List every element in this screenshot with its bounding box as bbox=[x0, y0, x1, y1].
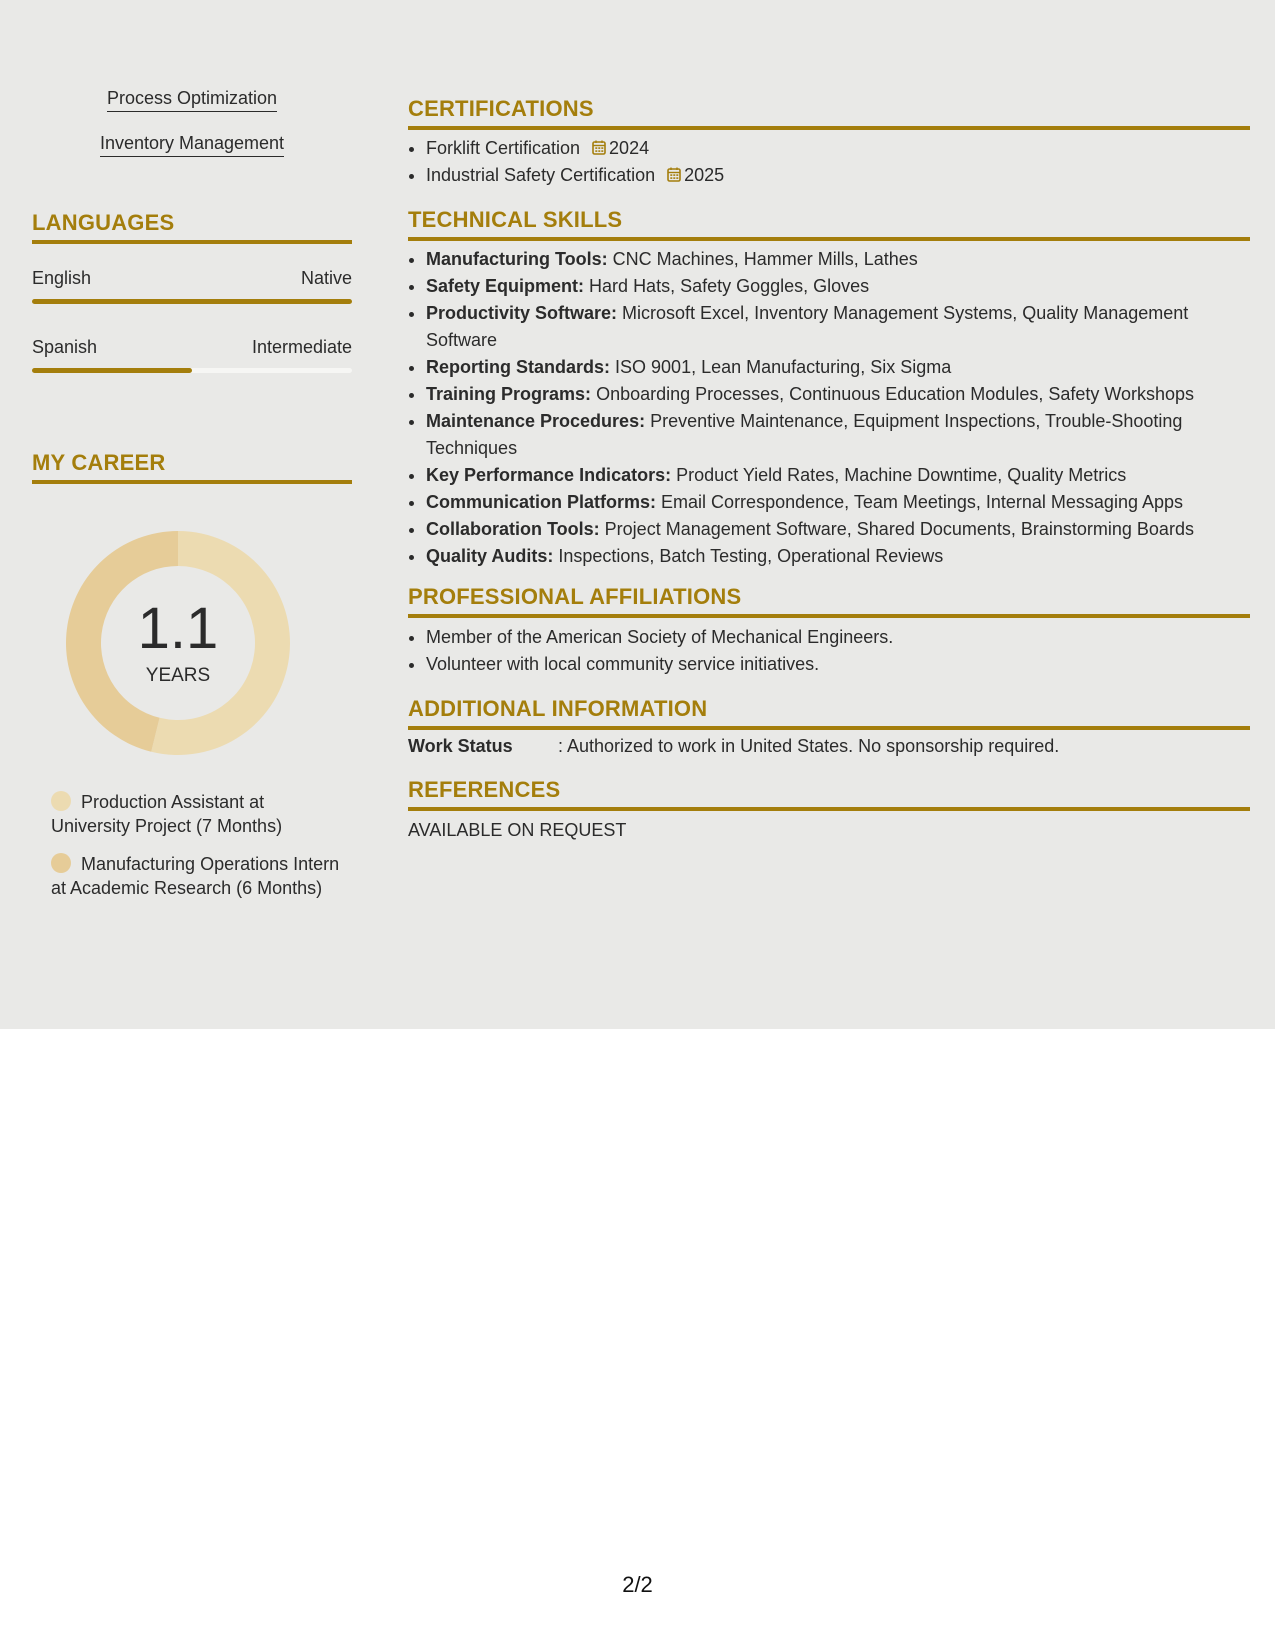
legend-dot-icon bbox=[51, 853, 71, 873]
legend-dot-icon bbox=[51, 791, 71, 811]
language-bar-english bbox=[32, 299, 352, 304]
language-level: Intermediate bbox=[251, 337, 352, 357]
technical-skills-heading: TECHNICAL SKILLS bbox=[408, 207, 1250, 241]
language-bar-fill bbox=[32, 299, 352, 304]
work-status-label: Work Status bbox=[408, 736, 513, 756]
certification-item: • Industrial Safety Certification 2025 bbox=[426, 162, 1250, 189]
affiliations-list bbox=[408, 624, 1250, 678]
career-total bbox=[65, 530, 291, 756]
certifications-heading: CERTIFICATIONS bbox=[408, 96, 1250, 130]
technical-skill-item: • Communication Platforms: Email Correspondence, Team Meetings, Internal Messaging Apps bbox=[426, 489, 1250, 516]
work-status-row bbox=[408, 736, 1250, 757]
technical-skill-item: • Reporting Standards: ISO 9001, Lean Manufacturing, Six Sigma bbox=[426, 354, 1250, 381]
technical-skill-item: • Key Performance Indicators: Product Yield Rates, Machine Downtime, Quality Metrics bbox=[426, 462, 1250, 489]
affiliations-heading: PROFESSIONAL AFFILIATIONS bbox=[408, 584, 1250, 618]
skill-tag-process-optimization: Process Optimization bbox=[32, 88, 352, 112]
references-heading: REFERENCES bbox=[408, 777, 1250, 811]
career-heading: MY CAREER bbox=[32, 450, 352, 484]
technical-skill-item: • Maintenance Procedures: Preventive Maintenance, Equipment Inspections, Trouble-Shooting Techniques bbox=[426, 408, 1250, 462]
legend-label: Manufacturing Operations Intern at Academic Research (6 Months) bbox=[51, 854, 340, 898]
technical-skill-item: • Training Programs: Onboarding Processes, Continuous Education Modules, Safety Workshops bbox=[426, 381, 1250, 408]
career-donut-chart bbox=[65, 530, 291, 756]
language-level: Native bbox=[300, 268, 352, 288]
language-bar-spanish bbox=[32, 368, 352, 373]
language-bar-fill bbox=[32, 368, 192, 373]
language-row-spanish bbox=[32, 337, 352, 358]
career-total-value: 1.1 bbox=[137, 596, 219, 661]
affiliation-item: • Volunteer with local community service initiatives. bbox=[426, 651, 1250, 678]
career-total-unit: YEARS bbox=[145, 665, 211, 686]
certifications-list bbox=[408, 135, 1250, 189]
additional-info-heading: ADDITIONAL INFORMATION bbox=[408, 696, 1250, 730]
calendar-icon bbox=[592, 140, 606, 155]
technical-skill-item: • Collaboration Tools: Project Management Software, Shared Documents, Brainstorming Boards bbox=[426, 516, 1250, 543]
technical-skill-item: • Safety Equipment: Hard Hats, Safety Goggles, Gloves bbox=[426, 273, 1250, 300]
career-legend-item-1 bbox=[51, 790, 341, 838]
affiliation-item: • Member of the American Society of Mechanical Engineers. bbox=[426, 624, 1250, 651]
references-text: AVAILABLE ON REQUEST bbox=[408, 820, 627, 840]
technical-skill-item: • Productivity Software: Microsoft Excel, Inventory Management Systems, Quality Management Software bbox=[426, 300, 1250, 354]
page-number: 2/2 bbox=[622, 1572, 653, 1597]
languages-heading: LANGUAGES bbox=[32, 210, 352, 244]
technical-skill-item: • Quality Audits: Inspections, Batch Testing, Operational Reviews bbox=[426, 543, 1250, 570]
language-row-english bbox=[32, 268, 352, 289]
legend-label: Production Assistant at University Project (7 Months) bbox=[51, 792, 283, 836]
skill-tag-inventory-management: Inventory Management bbox=[32, 133, 352, 157]
technical-skill-item: • Manufacturing Tools: CNC Machines, Hammer Mills, Lathes bbox=[426, 246, 1250, 273]
calendar-icon bbox=[667, 167, 681, 182]
career-legend-item-2 bbox=[51, 852, 341, 900]
language-name: English bbox=[32, 268, 92, 288]
work-status-value: : Authorized to work in United States. No sponsorship required. bbox=[558, 736, 1060, 756]
technical-skills-list bbox=[408, 246, 1250, 570]
certification-item: • Forklift Certification 2024 bbox=[426, 135, 1250, 162]
language-name: Spanish bbox=[32, 337, 98, 357]
